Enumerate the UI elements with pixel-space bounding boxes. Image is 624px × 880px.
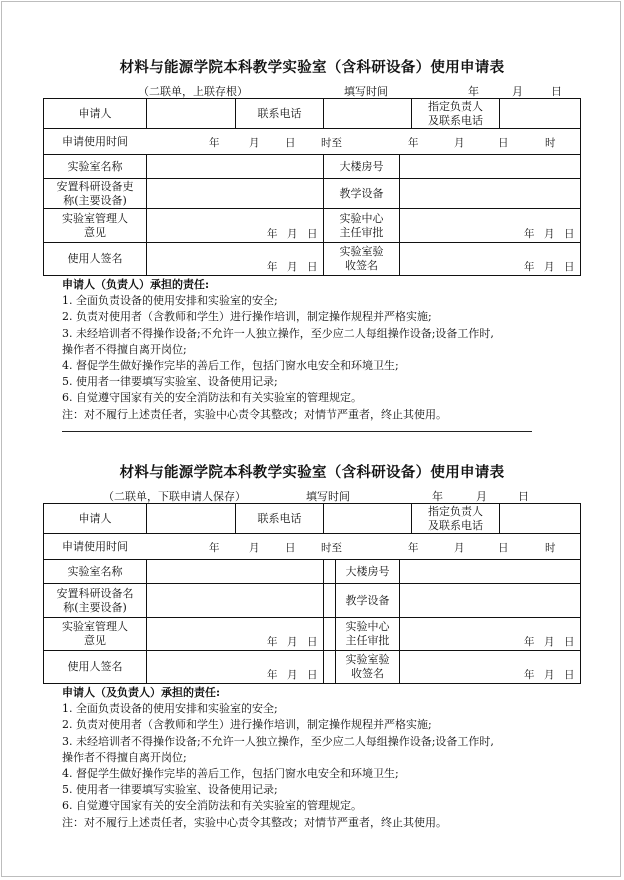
fill-year-label: 年 [432, 490, 443, 503]
manager-sign-month: 月 [287, 228, 298, 240]
copy-note: （二联单，下联申请人保存） [103, 490, 246, 503]
manager-sign-month: 月 [287, 636, 298, 648]
user-sign-day: 日 [307, 261, 318, 273]
fill-month-label: 月 [476, 490, 487, 503]
copy-note: （二联单，上联存根） [138, 85, 248, 98]
table-line [323, 559, 324, 684]
responsibility-heading: 申请人（及负责人）承担的责任: [62, 686, 221, 699]
acceptance-sign-year: 年 [524, 261, 535, 273]
center-label-line2: 主任审批 [339, 225, 384, 239]
use-time-label: 申请使用时间 [62, 539, 128, 553]
center-label-line1: 实验中心 [345, 620, 390, 633]
center-sign-year: 年 [524, 228, 535, 240]
equipment-label-line2: 称(主要设备) [63, 600, 127, 614]
user-sign-day: 日 [307, 669, 318, 681]
table-line [43, 683, 581, 684]
use-time-label: 申请使用时间 [62, 134, 128, 148]
designated-person-label [412, 99, 499, 128]
user-sign-year: 年 [267, 261, 278, 273]
lab-name-field[interactable] [147, 155, 323, 178]
acceptance-sign-day: 日 [564, 261, 575, 273]
manager-opinion-label [44, 618, 146, 650]
phone-label: 联系电话 [257, 511, 302, 525]
responsibility-item: 2. 负责对使用者（含教师和学生）进行操作培训，制定操作规程并严格实施; [62, 310, 432, 324]
responsibility-heading: 申请人（负责人）承担的责任: [62, 278, 210, 291]
application-table [43, 98, 581, 276]
fill-day-label: 日 [551, 85, 562, 98]
designated-person-label [412, 504, 499, 533]
equipment-label-line1: 安置科研设备吏 [56, 179, 134, 193]
lab-name-label: 实验室名称 [67, 564, 123, 578]
responsibility-item: 1. 全面负责设备的使用安排和实验室的安全; [62, 294, 278, 308]
center-sign-month: 月 [544, 228, 555, 240]
manager-label-line1: 实验室管理人 [62, 211, 128, 225]
end-year: 年 [408, 137, 419, 149]
start-month: 月 [249, 137, 260, 149]
responsibility-item: 5. 使用者一律要填写实验室、设备使用记录; [62, 783, 278, 797]
responsibilities [62, 277, 494, 423]
applicant-label: 申请人 [78, 106, 112, 120]
equipment-label [44, 584, 146, 617]
center-sign-day: 日 [564, 636, 575, 648]
end-hour: 时 [545, 542, 556, 554]
table-line [580, 98, 581, 276]
manager-opinion-label [44, 209, 146, 242]
center-label-line1: 实验中心 [339, 211, 384, 225]
manager-label-line2: 意见 [84, 225, 106, 239]
teaching-equipment-field[interactable] [400, 179, 580, 208]
building-label: 大楼房号 [339, 159, 384, 173]
acceptance-sign-year: 年 [524, 669, 535, 681]
end-hour: 时 [545, 137, 556, 149]
designated-label-line1: 指定负责人 [428, 504, 483, 518]
phone-field[interactable] [324, 504, 411, 533]
manager-label-line2: 意见 [84, 634, 106, 647]
center-sign-day: 日 [564, 228, 575, 240]
user-sign-month: 月 [287, 669, 298, 681]
lab-name-field[interactable] [147, 560, 323, 583]
responsibility-note: 注：对不履行上述责任者，实验中心责令其整改；对情节严重者，终止其使用。 [62, 407, 447, 421]
manager-label-line1: 实验室管理人 [62, 620, 128, 633]
responsibility-item: 2. 负责对使用者（含教师和学生）进行操作培训，制定操作规程并严格实施; [62, 718, 432, 732]
responsibility-note: 注：对不履行上述责任者，实验中心责令其整改；对情节严重者，终止其使用。 [62, 815, 447, 829]
start-day: 日 [285, 542, 296, 554]
equipment-label-line2: 称(主要设备) [63, 193, 127, 207]
designated-person-field[interactable] [500, 99, 580, 128]
end-year: 年 [408, 542, 419, 554]
table-line [43, 275, 581, 276]
designated-label-line1: 指定负责人 [428, 99, 483, 113]
end-month: 月 [454, 137, 465, 149]
fill-time-label: 填写时间 [344, 85, 388, 98]
fill-year-label: 年 [468, 85, 479, 98]
lab-name-label: 实验室名称 [67, 159, 123, 173]
responsibility-item: 操作者不得擅自离开岗位; [62, 342, 187, 356]
acceptance-label-line1: 实验室验 [339, 245, 384, 258]
responsibility-item: 操作者不得擅自离开岗位; [62, 750, 187, 764]
equipment-label-line1: 安置科研设备名 [56, 586, 134, 600]
end-day: 日 [498, 137, 509, 149]
responsibility-item: 3. 未经培训者不得操作设备;不允许一人独立操作，至少应二人每组操作设备;设备工作时, [62, 734, 494, 748]
user-sign-label: 使用人签名 [67, 252, 123, 265]
user-sign-month: 月 [287, 261, 298, 273]
form-title: 材料与能源学院本科教学实验室（含科研设备）使用申请表 [119, 60, 505, 76]
center-approval-label [336, 618, 399, 650]
start-year: 年 [209, 542, 220, 554]
building-field[interactable] [400, 560, 580, 583]
acceptance-label-line1: 实验室验 [345, 653, 390, 666]
user-sign-year: 年 [267, 669, 278, 681]
applicant-field[interactable] [147, 99, 235, 128]
end-day: 日 [498, 542, 509, 554]
building-label: 大楼房号 [345, 564, 390, 578]
responsibility-item: 4. 督促学生做好操作完毕的善后工作，包括门窗水电安全和环境卫生; [62, 359, 399, 373]
phone-field[interactable] [324, 99, 411, 128]
center-approval-label [324, 209, 399, 242]
end-month: 月 [454, 542, 465, 554]
equipment-field[interactable] [147, 179, 323, 208]
responsibility-item: 6. 自觉遵守国家有关的安全消防法和有关实验室的管理规定。 [62, 391, 362, 405]
responsibility-item: 3. 未经培训者不得操作设备;不允许一人独立操作，至少应二人每组操作设备;设备工作时, [62, 326, 494, 340]
manager-sign-day: 日 [307, 636, 318, 648]
building-field[interactable] [400, 155, 580, 178]
responsibility-item: 6. 自觉遵守国家有关的安全消防法和有关实验室的管理规定。 [62, 799, 362, 813]
phone-label: 联系电话 [257, 106, 302, 120]
applicant-field[interactable] [147, 504, 235, 533]
designated-label-line2: 及联系电话 [428, 113, 483, 127]
manager-sign-year: 年 [267, 228, 278, 240]
application-table [43, 503, 581, 681]
fill-time-label: 填写时间 [306, 490, 350, 503]
table-line [580, 503, 581, 684]
teaching-equipment-label: 教学设备 [345, 593, 390, 607]
to-label: 时至 [321, 137, 342, 149]
acceptance-label [324, 243, 399, 275]
designated-person-field[interactable] [500, 504, 580, 533]
acceptance-label-line2: 收签名 [345, 259, 378, 272]
acceptance-label-line2: 收签名 [351, 667, 384, 680]
fill-day-label: 日 [518, 490, 529, 503]
center-label-line2: 主任审批 [345, 634, 390, 647]
start-year: 年 [209, 137, 220, 149]
responsibility-item: 1. 全面负责设备的使用安排和实验室的安全; [62, 702, 278, 716]
teaching-equipment-label: 教学设备 [339, 186, 384, 200]
form-divider [62, 431, 532, 432]
designated-label-line2: 及联系电话 [428, 518, 483, 532]
responsibility-item: 4. 督促学生做好操作完毕的善后工作，包括门窗水电安全和环境卫生; [62, 767, 399, 781]
user-sign-label: 使用人签名 [67, 660, 123, 673]
to-label: 时至 [321, 542, 342, 554]
acceptance-label [336, 651, 399, 683]
acceptance-sign-month: 月 [544, 669, 555, 681]
applicant-label: 申请人 [78, 511, 112, 525]
manager-sign-day: 日 [307, 228, 318, 240]
start-day: 日 [285, 137, 296, 149]
equipment-field[interactable] [147, 584, 323, 617]
acceptance-sign-day: 日 [564, 669, 575, 681]
center-sign-month: 月 [544, 636, 555, 648]
start-month: 月 [249, 542, 260, 554]
manager-sign-year: 年 [267, 636, 278, 648]
equipment-label [44, 179, 146, 208]
center-sign-year: 年 [524, 636, 535, 648]
teaching-equipment-field[interactable] [400, 584, 580, 617]
responsibility-item: 5. 使用者一律要填写实验室、设备使用记录; [62, 375, 278, 389]
acceptance-sign-month: 月 [544, 261, 555, 273]
responsibilities [62, 685, 494, 831]
fill-month-label: 月 [512, 85, 523, 98]
form-title: 材料与能源学院本科教学实验室（含科研设备）使用申请表 [119, 465, 505, 481]
